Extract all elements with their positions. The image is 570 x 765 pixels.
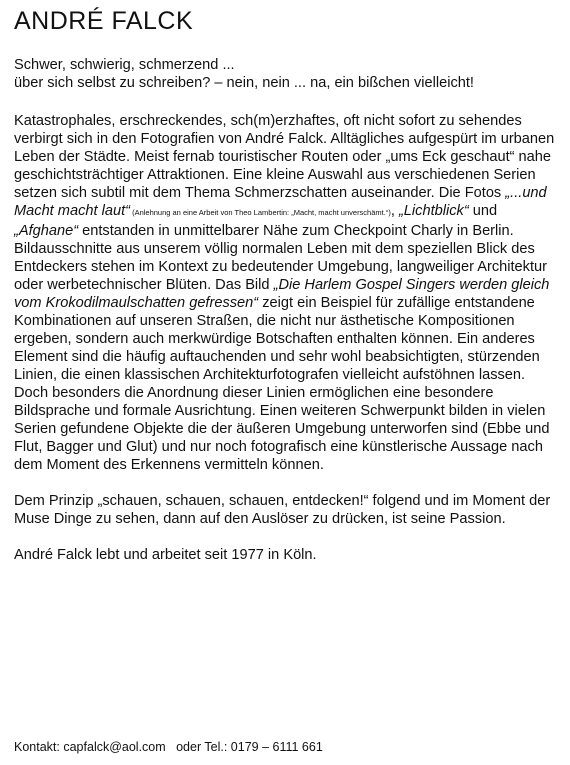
photo-title-afghane: „Afghane“ <box>14 223 79 239</box>
contact-label: Kontakt: <box>14 740 60 754</box>
paragraph-main <box>14 112 559 474</box>
paragraph-main-part-3: und <box>468 203 498 219</box>
document-title: ANDRÉ FALCK <box>14 7 194 35</box>
contact-line <box>14 739 323 755</box>
paragraph-main-part-1: Katastrophales, erschreckendes, sch(m)erzhaftes, oft nicht sofort zu sehendes verbirgt sich in den Fotografien von André Falck. Alltägliches aufgespürt im urbanen Leben der Städte. Meist fernab touristischer Routen oder „ums Eck geschaut“ nahe geschichtsträchtiger Attraktionen. Eine kleine Auswahl aus verschiedenen Serien setzen sich subtil mit dem Thema Schmerzschatten auseinander. Die Fotos <box>14 113 555 201</box>
paragraph-main-part-4: entstanden in unmittelbarer Nähe zum Checkpoint Charly in Berlin. Bildausschnitte aus unserem völlig normalen Leben mit dem speziellen Blick des Entdeckers stehen im Kontext zu bedeutender Umgebung, langweiliger Architektur oder werbetechnischer Blüten. Das Bild <box>14 223 547 293</box>
body-text <box>14 112 559 564</box>
photo-title-harlem: „Die Harlem Gospel Singers werden gleich vom Krokodilmaulschatten gefressen“ <box>14 277 550 311</box>
intro-line-2: über sich selbst zu schreiben? – nein, nein ... na, ein bißchen vielleicht! <box>14 75 474 91</box>
paragraph-prinzip: Dem Prinzip „schauen, schauen, schauen, entdecken!“ folgend und im Moment der Muse Dinge zu sehen, dann auf den Auslöser zu drücken, ist seine Passion. <box>14 493 551 527</box>
contact-email: capfalck@aol.com <box>63 740 166 754</box>
intro-text <box>14 56 559 92</box>
paragraph-main-part-2: , <box>390 203 399 219</box>
paragraph-koeln: André Falck lebt und arbeitet seit 1977 in Köln. <box>14 547 317 563</box>
contact-tel-label: oder Tel.: <box>176 740 228 754</box>
photo-title-macht: „...und Macht macht laut“ <box>14 185 547 219</box>
footnote-lambertin: (Anlehnung an eine Arbeit von Theo Lambertin: „Macht, macht unverschämt.“) <box>129 208 391 217</box>
intro-line-1: Schwer, schwierig, schmerzend ... <box>14 57 235 73</box>
paragraph-main-part-5: zeigt ein Beispiel für zufällige entstandene Kombinationen auf unseren Straßen, die nicht nur ästhetische Kompositionen ergeben, sondern auch merkwürdige Botschaften enthalten können. Ein anderes Element sind die häufig auftauchenden und sehr wohl beabsichtigten, stürzenden Linien, die einen klassischen Architekturfotografen vielleicht aufstöhnen lassen. Doch besonders die Anordnung dieser Linien ermöglichen eine besondere Bildsprache und formale Ausrichtung. Einen weiteren Schwerpunkt bilden in vielen Serien gefundene Objekte die der äußeren Umgebung unterworfen sind (Ebbe und Flut, Bagger und Glut) und nur noch fotografisch eine künstlerische Aussage nach dem Moment des Erkennens vermitteln können. <box>14 295 550 473</box>
photo-title-lichtblick: „Lichtblick“ <box>398 203 469 219</box>
document <box>14 6 559 582</box>
contact-phone: 0179 – 6111 661 <box>230 740 323 754</box>
